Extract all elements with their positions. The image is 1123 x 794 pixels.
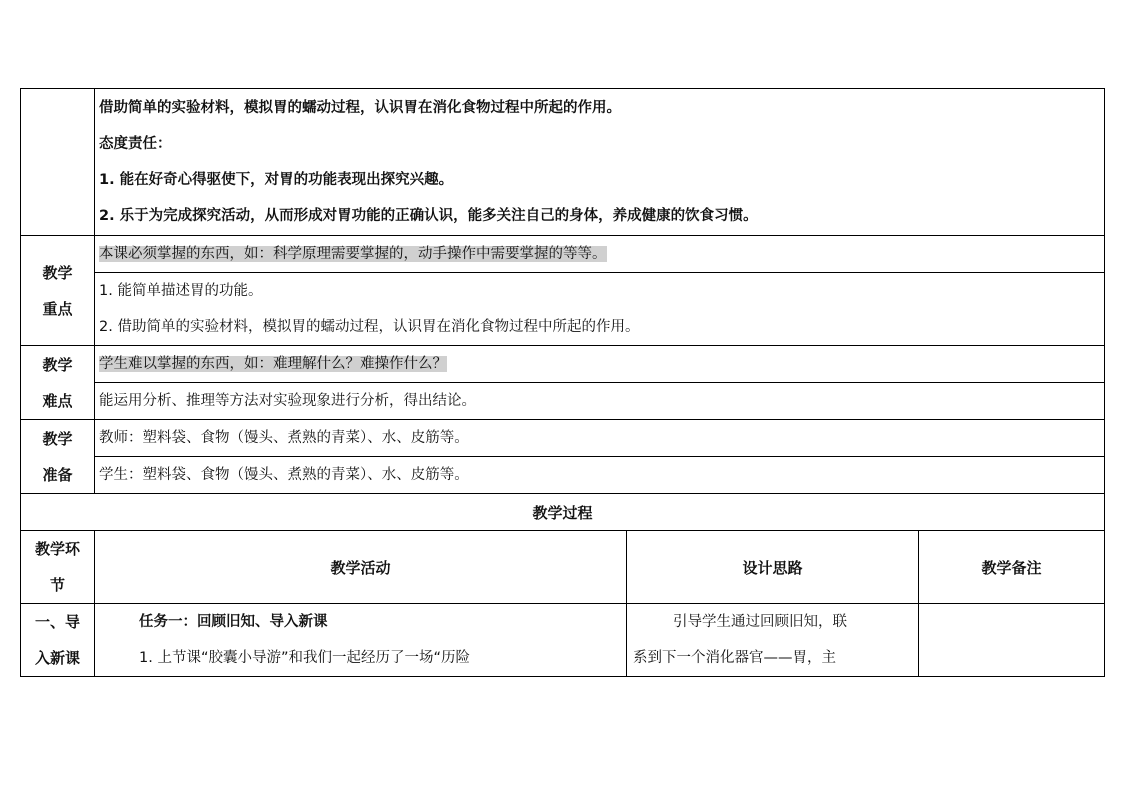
- stage-header: [21, 531, 95, 604]
- teacher-materials: 教师：塑料袋、食物（馒头、煮熟的青菜）、水、皮筋等。: [99, 430, 469, 446]
- objectives-label-cell: [21, 89, 95, 236]
- stage-cell: [21, 604, 95, 677]
- process-title: 教学过程: [21, 494, 1105, 531]
- preparation-row: [21, 420, 1105, 494]
- key-points-content: [95, 236, 1105, 346]
- difficulties-row: [21, 346, 1105, 420]
- objectives-content: [95, 89, 1105, 236]
- activity-header: 教学活动: [95, 531, 627, 604]
- key-point-item: 1. 能简单描述胃的功能。: [99, 283, 263, 299]
- process-title-row: [21, 494, 1105, 531]
- difficulties-hint: 学生难以掌握的东西，如：难理解什么？难操作什么？: [99, 356, 447, 372]
- key-points-label-line2: 重点: [42, 299, 73, 318]
- preparation-label: [21, 420, 95, 494]
- preparation-label-line1: 教学: [42, 429, 73, 448]
- key-points-hint: 本课必须掌握的东西，如：科学原理需要掌握的，动手操作中需要掌握的等等。: [99, 246, 607, 262]
- difficulties-hint-line: [95, 346, 1104, 382]
- preparation-content: [95, 420, 1105, 494]
- difficulties-label: [21, 346, 95, 420]
- process-row: [21, 604, 1105, 677]
- key-points-hint-line: [95, 236, 1104, 272]
- key-points-label: [21, 236, 95, 346]
- stage-header-line1: 教学环: [34, 540, 80, 558]
- design-line: 引导学生通过回顾旧知，联: [673, 614, 847, 630]
- preparation-label-line2: 准备: [42, 465, 73, 484]
- stage-cell-line1: 一、导: [34, 613, 80, 631]
- difficulties-label-line1: 教学: [42, 355, 73, 374]
- notes-header: 教学备注: [919, 531, 1105, 604]
- key-point-item: 2. 借助简单的实验材料，模拟胃的蠕动过程，认识胃在消化食物过程中所起的作用。: [99, 319, 640, 335]
- design-header: 设计思路: [627, 531, 919, 604]
- lesson-plan-table: [20, 88, 1105, 677]
- task-heading: 任务一：回顾旧知、导入新课: [139, 614, 328, 630]
- objective-line: 1. 能在好奇心得驱使下，对胃的功能表现出探究兴趣。: [99, 172, 454, 188]
- lesson-plan-page: [20, 88, 1104, 677]
- student-materials: 学生：塑料袋、食物（馒头、煮熟的青菜）、水、皮筋等。: [99, 467, 469, 483]
- activity-cell: [95, 604, 627, 677]
- design-line: 系到下一个消化器官——胃，主: [633, 650, 836, 666]
- key-points-label-line1: 教学: [42, 263, 73, 282]
- difficulty-item: 能运用分析、推理等方法对实验现象进行分析，得出结论。: [99, 393, 476, 409]
- objectives-row: [21, 89, 1105, 236]
- difficulties-content: [95, 346, 1105, 420]
- attitude-heading: 态度责任：: [99, 136, 172, 152]
- stage-cell-line2: 入新课: [34, 649, 80, 667]
- design-cell: [627, 604, 919, 677]
- key-points-row: [21, 236, 1105, 346]
- notes-cell: [919, 604, 1105, 677]
- difficulties-label-line2: 难点: [42, 391, 73, 410]
- objective-line: 2. 乐于为完成探究活动，从而形成对胃功能的正确认识，能多关注自己的身体，养成健康的饮食习惯。: [99, 208, 758, 224]
- stage-header-line2: 节: [49, 576, 65, 594]
- activity-line: 1. 上节课“胶囊小导游”和我们一起经历了一场“历险: [139, 650, 470, 666]
- objective-line: 借助简单的实验材料，模拟胃的蠕动过程，认识胃在消化食物过程中所起的作用。: [99, 100, 621, 116]
- process-header-row: [21, 531, 1105, 604]
